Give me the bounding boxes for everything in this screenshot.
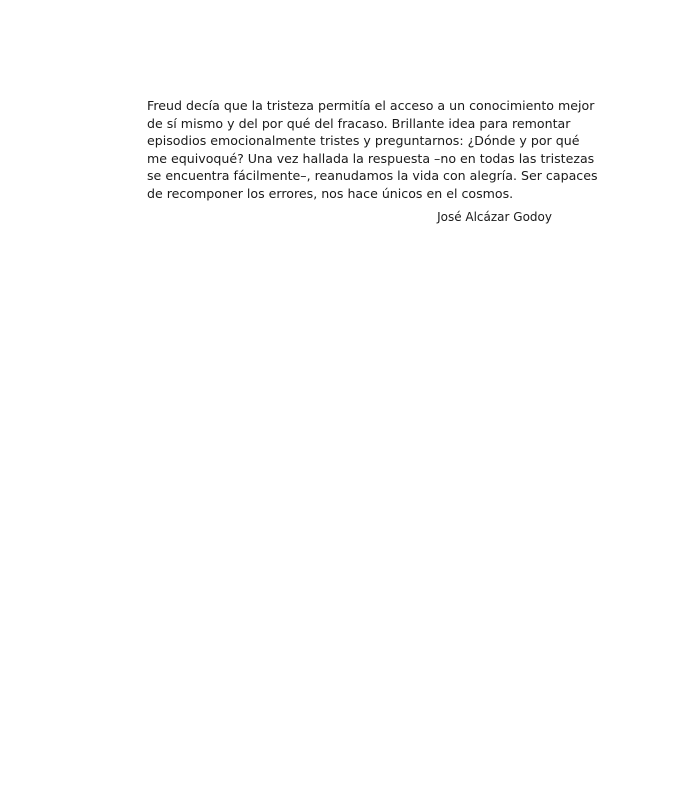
quote-line: de recomponer los errores, nos hace únicos en el cosmos. [147, 185, 514, 201]
quote-line: Freud decía que la tristeza permitía el acceso a un conocimiento mejor [147, 98, 595, 113]
quote-author: José Alcázar Godoy [437, 210, 552, 224]
quote-line: episodios emocionalmente tristes y preguntarnos: ¿Dónde y por qué [147, 133, 580, 148]
quote-line: me equivoqué? Una vez hallada la respuesta –no en todas las tristezas [147, 150, 595, 166]
quote-line: se encuentra fácilmente–, reanudamos la vida con alegría. Ser capaces [147, 168, 598, 183]
quote-line: de sí mismo y del por qué del fracaso. Brillante idea para remontar [147, 115, 571, 131]
quote-block [147, 97, 598, 226]
